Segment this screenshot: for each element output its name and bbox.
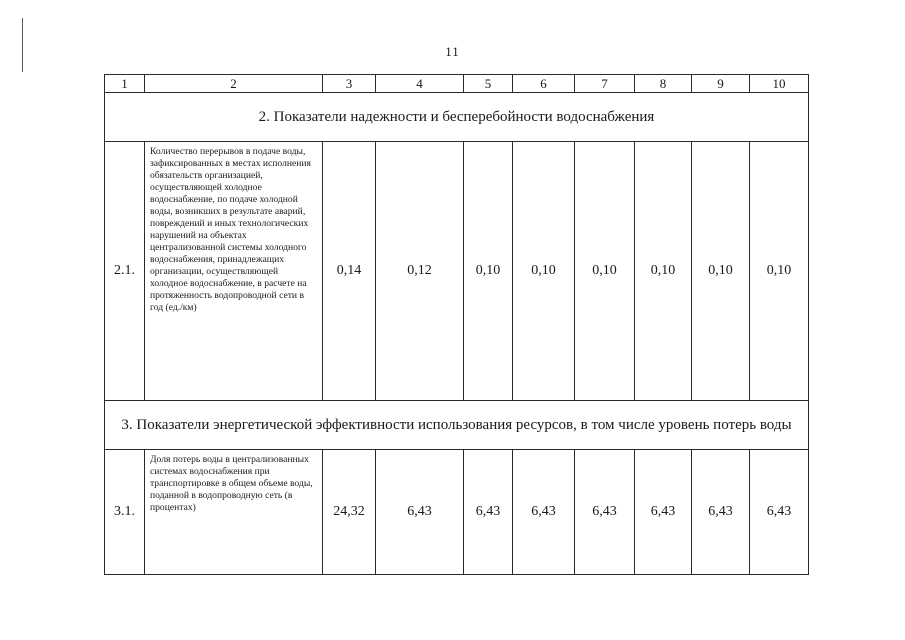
value-cell: 6,43 (513, 450, 575, 575)
value-cell: 0,10 (575, 142, 635, 401)
section-2-row (105, 93, 809, 142)
header-cell: 4 (376, 75, 464, 93)
value-cell: 0,10 (750, 142, 809, 401)
row-number: 3.1. (105, 450, 145, 575)
header-cell: 10 (750, 75, 809, 93)
header-cell: 7 (575, 75, 635, 93)
value-cell: 6,43 (750, 450, 809, 575)
header-cell: 1 (105, 75, 145, 93)
section-2-title: 2. Показатели надежности и бесперебойности водоснабжения (105, 93, 809, 142)
value-cell: 6,43 (376, 450, 464, 575)
value-cell: 0,10 (513, 142, 575, 401)
header-cell: 9 (692, 75, 750, 93)
header-cell: 5 (464, 75, 513, 93)
header-cell: 2 (145, 75, 323, 93)
value-cell: 0,14 (323, 142, 376, 401)
value-cell: 6,43 (692, 450, 750, 575)
value-cell: 0,10 (692, 142, 750, 401)
value-cell: 6,43 (464, 450, 513, 575)
row-description: Доля потерь воды в централизованных системах водоснабжения при транспортировке в общем объеме воды, поданной в водопроводную сеть (в процентах) (145, 450, 323, 575)
value-cell: 0,10 (635, 142, 692, 401)
header-cell: 6 (513, 75, 575, 93)
table-row (105, 142, 809, 401)
value-cell: 0,10 (464, 142, 513, 401)
header-row (105, 75, 809, 93)
value-cell: 6,43 (575, 450, 635, 575)
row-number: 2.1. (105, 142, 145, 401)
row-description: Количество перерывов в подаче воды, зафиксированных в местах исполнения обязательств организацией, осуществляющей холодное водоснабжение, по подаче холодной воды, возникших в результате аварий, повреждений и иных технологических нарушений на объектах централизованной системы холодного водоснабжения, принадлежащих организации, осуществляющей холодное водоснабжение, в расчете на протяженность водопроводной сети в год (ед./км) (145, 142, 323, 401)
section-3-title: 3. Показатели энергетической эффективности использования ресурсов, в том числе уровень потерь воды (105, 401, 809, 450)
page-number: 11 (445, 44, 460, 59)
header-cell: 8 (635, 75, 692, 93)
value-cell: 24,32 (323, 450, 376, 575)
value-cell: 6,43 (635, 450, 692, 575)
section-3-row (105, 401, 809, 450)
header-cell: 3 (323, 75, 376, 93)
value-cell: 0,12 (376, 142, 464, 401)
table-row (105, 450, 809, 575)
indicators-table (104, 74, 809, 575)
